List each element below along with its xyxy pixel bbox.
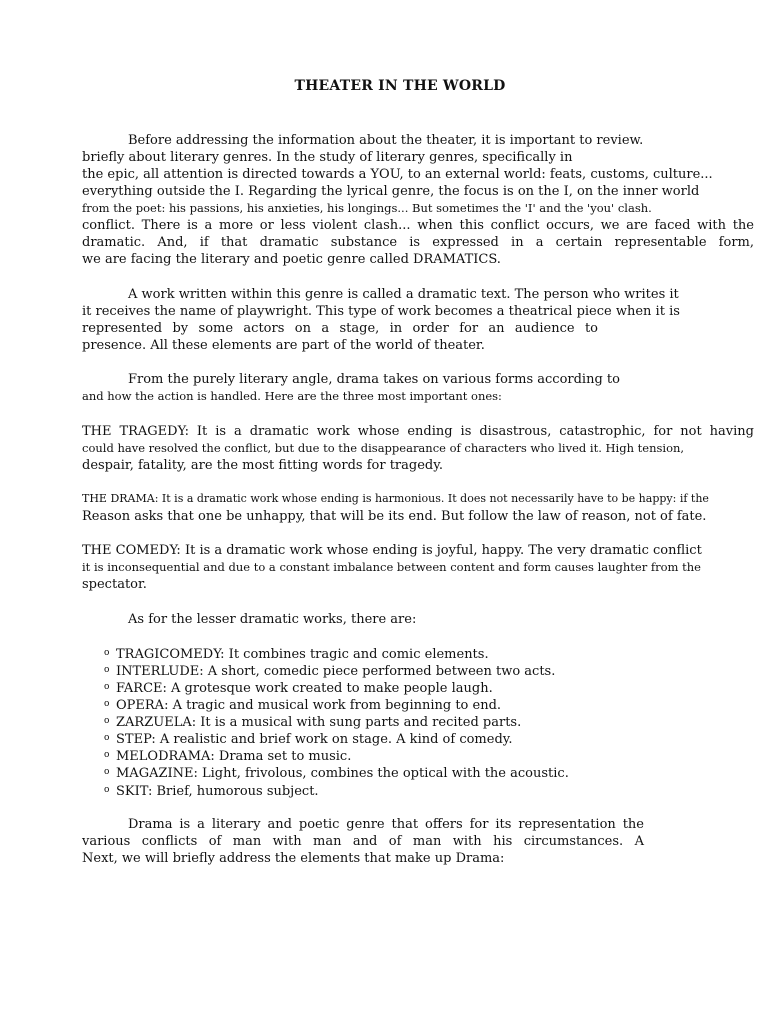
bullet-icon: o [104, 699, 110, 709]
list-item-text: ZARZUELA: It is a musical with sung parts and recited parts. [116, 715, 522, 730]
list-item-text: MAGAZINE: Light, frivolous, combines the optical with the acoustic. [116, 766, 569, 781]
paragraph-line: we are facing the literary and poetic genre called DRAMATICS. [82, 252, 501, 267]
paragraph-line: and how the action is handled. Here are the three most important ones: [82, 389, 502, 403]
paragraph-line: conflict. There is a more or less violent clash... when this conflict occurs, we are faced with the [82, 218, 754, 233]
bullet-icon: o [104, 767, 110, 777]
bullet-icon: o [104, 682, 110, 692]
paragraph-line: various conflicts of man with man and of man with his circumstances. A [82, 834, 644, 849]
list-item [104, 764, 569, 782]
bullet-icon: o [104, 716, 110, 726]
tragedy-definition-line: despair, fatality, are the most fitting words for tragedy. [82, 458, 443, 473]
list-item [104, 747, 351, 765]
paragraph-line: dramatic. And, if that dramatic substance is expressed in a certain representable form, [82, 235, 754, 250]
list-item [104, 713, 521, 731]
lesser-works-intro: As for the lesser dramatic works, there are: [128, 612, 417, 627]
bullet-icon: o [104, 750, 110, 760]
comedy-definition-line: it is inconsequential and due to a constant imbalance between content and form causes laughter from the [82, 560, 701, 574]
bullet-icon: o [104, 665, 110, 675]
list-item-text: MELODRAMA: Drama set to music. [116, 749, 352, 764]
comedy-definition-line: spectator. [82, 577, 147, 592]
bullet-icon: o [104, 648, 110, 658]
paragraph-line: Drama is a literary and poetic genre that offers for its representation the [128, 817, 644, 832]
list-item-text: OPERA: A tragic and musical work from beginning to end. [116, 698, 502, 713]
list-item [104, 662, 555, 680]
paragraph-line: From the purely literary angle, drama takes on various forms according to [128, 372, 620, 387]
list-item-text: STEP: A realistic and brief work on stage. A kind of comedy. [116, 732, 513, 747]
list-item [104, 645, 489, 663]
drama-definition-line: THE DRAMA: It is a dramatic work whose ending is harmonious. It does not necessarily have to be happy: if the [82, 492, 709, 505]
paragraph-line: presence. All these elements are part of the world of theater. [82, 338, 485, 353]
bullet-icon: o [104, 733, 110, 743]
paragraph-line: it receives the name of playwright. This type of work becomes a theatrical piece when it is [82, 304, 680, 319]
list-item-text: TRAGICOMEDY: It combines tragic and comic elements. [116, 647, 489, 662]
tragedy-definition-line: could have resolved the conflict, but due to the disappearance of characters who lived it. High tension, [82, 441, 685, 455]
list-item-text: SKIT: Brief, humorous subject. [116, 784, 319, 799]
list-item [104, 696, 501, 714]
paragraph-line: briefly about literary genres. In the study of literary genres, specifically in [82, 150, 573, 165]
paragraph-line: everything outside the I. Regarding the lyrical genre, the focus is on the I, on the inner world [82, 184, 700, 199]
paragraph-line: the epic, all attention is directed towards a YOU, to an external world: feats, customs, culture... [82, 167, 713, 182]
list-item-text: FARCE: A grotesque work created to make people laugh. [116, 681, 493, 696]
paragraph-line: from the poet: his passions, his anxieties, his longings... But sometimes the 'I' and the 'you' clash. [82, 201, 652, 215]
list-item-text: INTERLUDE: A short, comedic piece performed between two acts. [116, 664, 556, 679]
drama-definition-line: Reason asks that one be unhappy, that will be its end. But follow the law of reason, not of fate. [82, 509, 707, 524]
list-item [104, 679, 493, 697]
paragraph-line: Next, we will briefly address the elements that make up Drama: [82, 851, 505, 866]
bullet-icon: o [104, 785, 110, 795]
paragraph-line: Before addressing the information about the theater, it is important to review. [128, 133, 644, 148]
comedy-definition-line: THE COMEDY: It is a dramatic work whose ending is joyful, happy. The very dramatic conflict [82, 543, 702, 558]
paragraph-line: represented by some actors on a stage, in order for an audience to [82, 321, 598, 336]
tragedy-definition-line: THE TRAGEDY: It is a dramatic work whose ending is disastrous, catastrophic, for not having [82, 424, 754, 439]
list-item [104, 782, 319, 800]
list-item [104, 730, 513, 748]
page-title: THEATER IN THE WORLD [294, 78, 506, 94]
paragraph-line: A work written within this genre is called a dramatic text. The person who writes it [128, 287, 679, 302]
